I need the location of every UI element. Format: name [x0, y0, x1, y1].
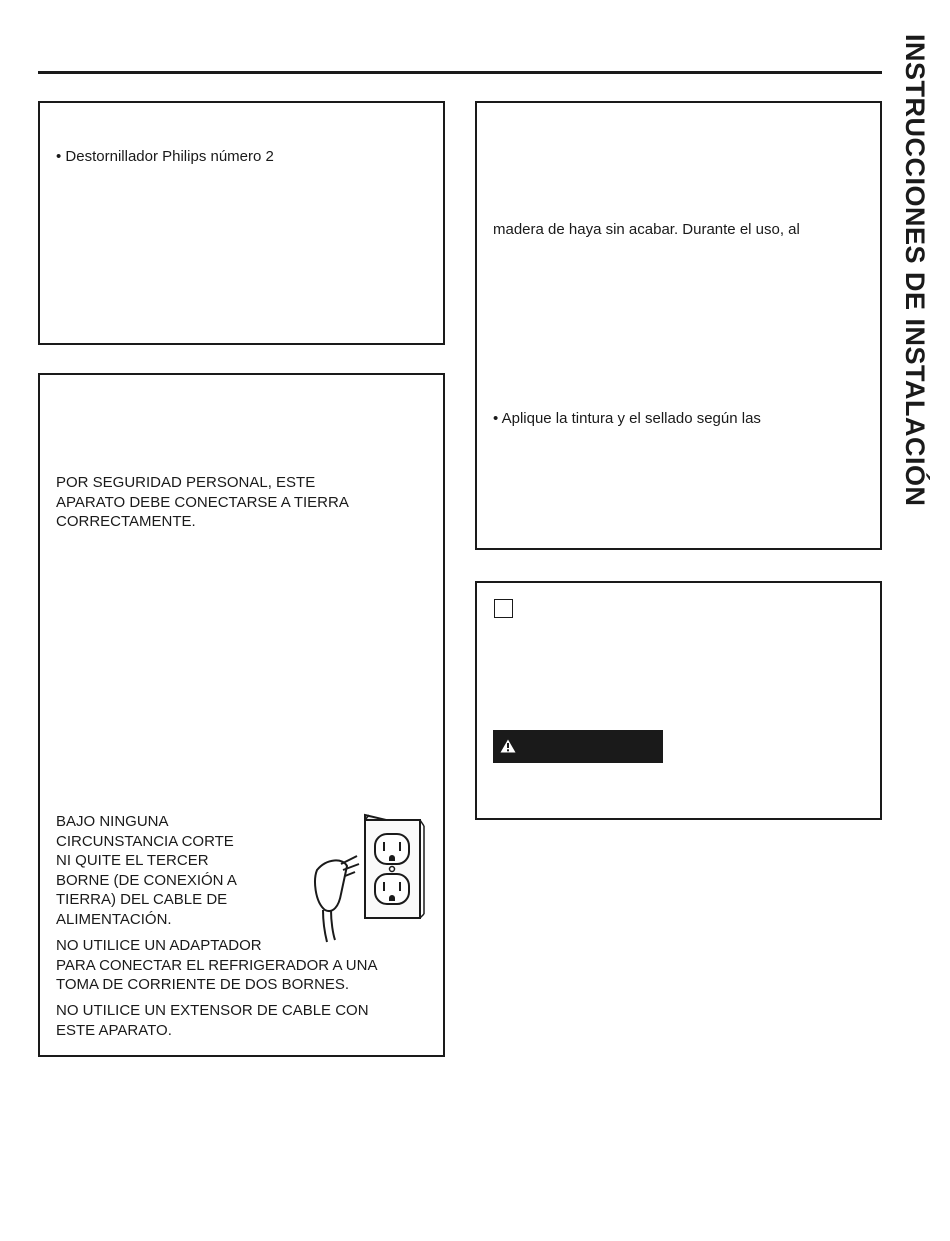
safety-line: POR SEGURIDAD PERSONAL, ESTE	[56, 474, 316, 491]
safety-line: CORRECTAMENTE.	[56, 513, 196, 530]
extension-line: NO UTILICE UN EXTENSOR DE CABLE CON	[56, 1002, 369, 1019]
checklist-box	[475, 581, 882, 820]
plug-line: CIRCUNSTANCIA CORTE	[56, 832, 234, 850]
tools-box	[38, 101, 445, 345]
side-title: INSTRUCCIONES DE INSTALACIÓN	[900, 34, 930, 507]
plug-warning-text	[56, 812, 237, 929]
top-rule	[38, 71, 882, 74]
wood-box	[475, 101, 882, 550]
safety-text	[56, 473, 349, 532]
plug-line: BAJO NINGUNA	[56, 813, 169, 830]
plug-line: TIERRA) DEL CABLE DE	[56, 891, 228, 908]
plug-line: BORNE (DE CONEXIÓN A	[56, 871, 237, 889]
checkbox-icon[interactable]	[494, 599, 513, 618]
adapter-line: PARA CONECTAR EL REFRIGERADOR A UNA	[56, 956, 378, 974]
adapter-line: TOMA DE CORRIENTE DE DOS BORNES.	[56, 976, 350, 993]
wood-line-1: madera de haya sin acabar. Durante el uso, al	[493, 221, 800, 238]
plug-line: ALIMENTACIÓN.	[56, 910, 172, 928]
adapter-line: NO UTILICE UN ADAPTADOR	[56, 937, 262, 954]
warning-label-bar	[493, 730, 663, 763]
extension-line: ESTE APARATO.	[56, 1021, 172, 1039]
wood-line-2: • Aplique la tintura y el sellado según las	[493, 410, 761, 427]
outlet-icon	[305, 810, 425, 945]
plug-line: NI QUITE EL TERCER	[56, 852, 209, 869]
tools-item: • Destornillador Philips número 2	[56, 148, 274, 165]
safety-line: APARATO DEBE CONECTARSE A TIERRA	[56, 493, 349, 511]
extension-warning-text	[56, 1001, 369, 1040]
warning-triangle-icon	[500, 739, 516, 753]
